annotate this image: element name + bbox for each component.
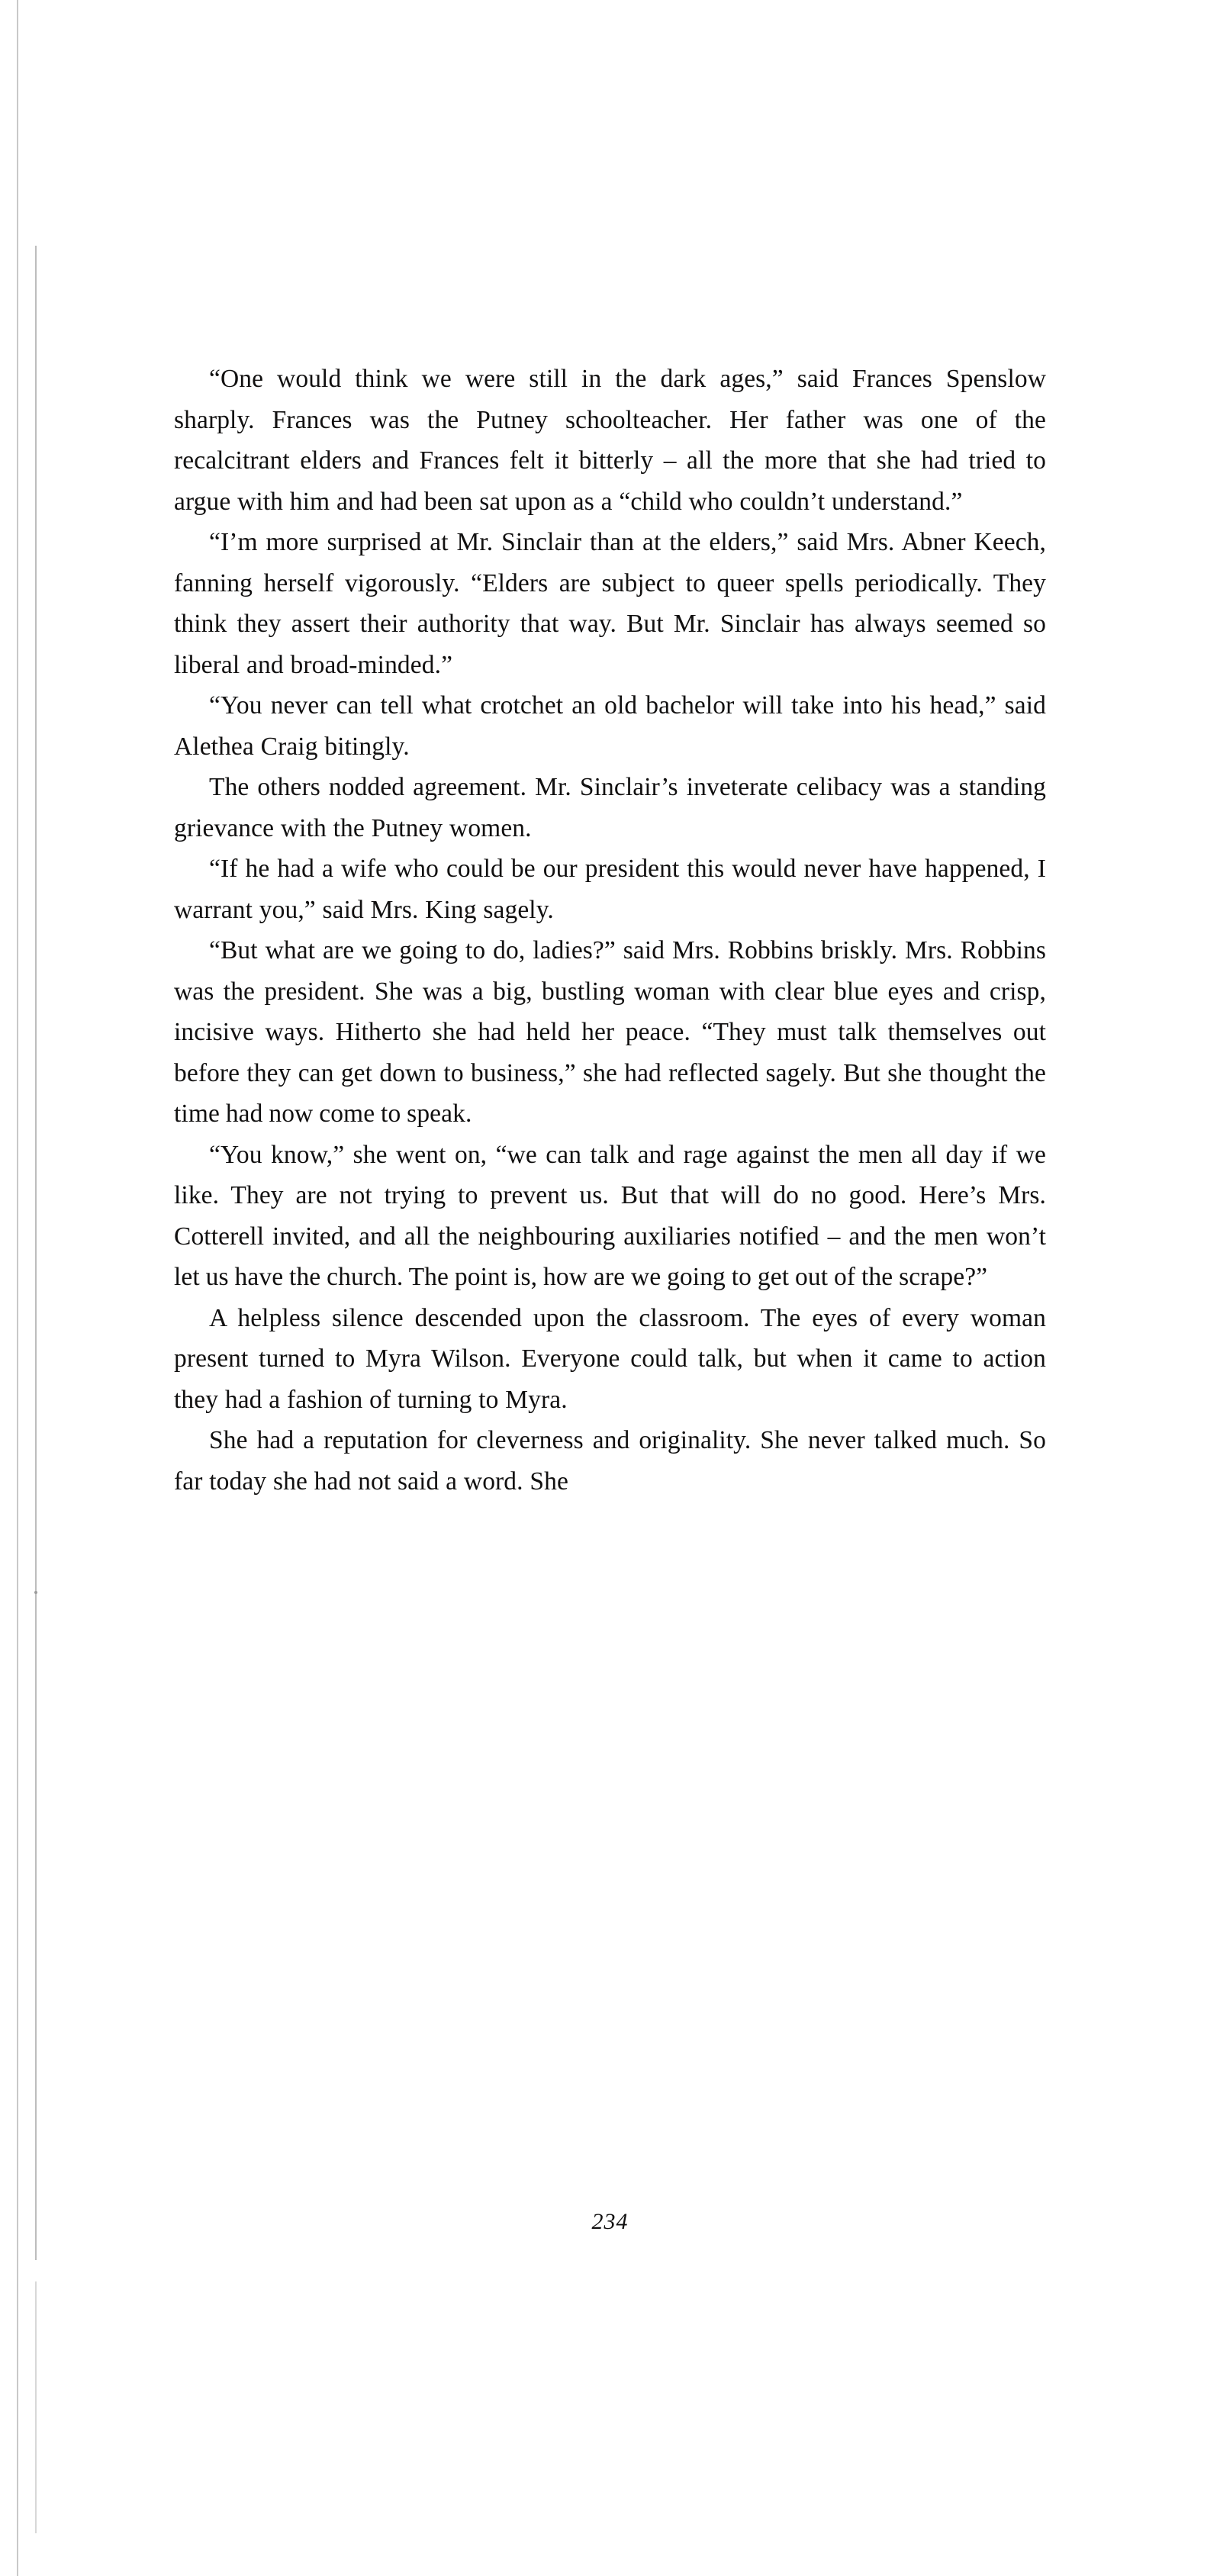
scan-speck bbox=[34, 1591, 37, 1594]
paragraph: The others nodded agreement. Mr. Sinclair’s inveterate celibacy was a standing grievance with the Putney women. bbox=[174, 773, 1046, 842]
paragraph: “But what are we going to do, ladies?” said Mrs. Robbins briskly. Mrs. Robbins was the president. She was a big, bustling woman with clear blue eyes and crisp, incisive ways. Hitherto she had held her peace. “They must talk themselves out before they can get down to business,” she had reflected sagely. But she thought the time had now come to speak. bbox=[174, 936, 1046, 1128]
paragraph: “If he had a wife who could be our president this would never have happened, I warrant you,” said Mrs. King sagely. bbox=[174, 855, 1046, 924]
paragraph: “You never can tell what crotchet an old bachelor will take into his head,” said Alethea Craig bitingly. bbox=[174, 691, 1046, 761]
paragraph: A helpless silence descended upon the classroom. The eyes of every woman present turned to Myra Wilson. Everyone could talk, but when it came to action they had a fashion of turning to Myra. bbox=[174, 1303, 1046, 1414]
paragraph: She had a reputation for cleverness and originality. She never talked much. So far today she had not said a word. She bbox=[174, 1426, 1046, 1496]
paragraph: “I’m more surprised at Mr. Sinclair than at the elders,” said Mrs. Abner Keech, fanning herself vigorously. “Elders are subject to queer spells periodically. They think they assert their authority that way. But Mr. Sinclair has always seemed so liberal and broad-minded.” bbox=[174, 528, 1046, 679]
gutter-shadow-line-lower bbox=[35, 2281, 37, 2533]
gutter-shadow-line bbox=[35, 246, 37, 2260]
body-text-column bbox=[174, 359, 1046, 1502]
paragraph: “You know,” she went on, “we can talk and rage against the men all day if we like. They are not trying to prevent us. But that will do no good. Here’s Mrs. Cotterell invited, and all the neighbouring auxiliaries notified – and the men won’t let us have the church. The point is, how are we going to get out of the scrape?” bbox=[174, 1140, 1046, 1291]
page-number: 234 bbox=[591, 2209, 629, 2234]
page-edge-line bbox=[17, 0, 18, 2576]
paragraph: “One would think we were still in the dark ages,” said Frances Spenslow sharply. Frances was the Putney schoolteacher. Her father was one of the recalcitrant elders and Frances felt it bitterly – all the more that she had tried to argue with him and had been sat upon as a “child who couldn’t understand.” bbox=[174, 365, 1046, 516]
